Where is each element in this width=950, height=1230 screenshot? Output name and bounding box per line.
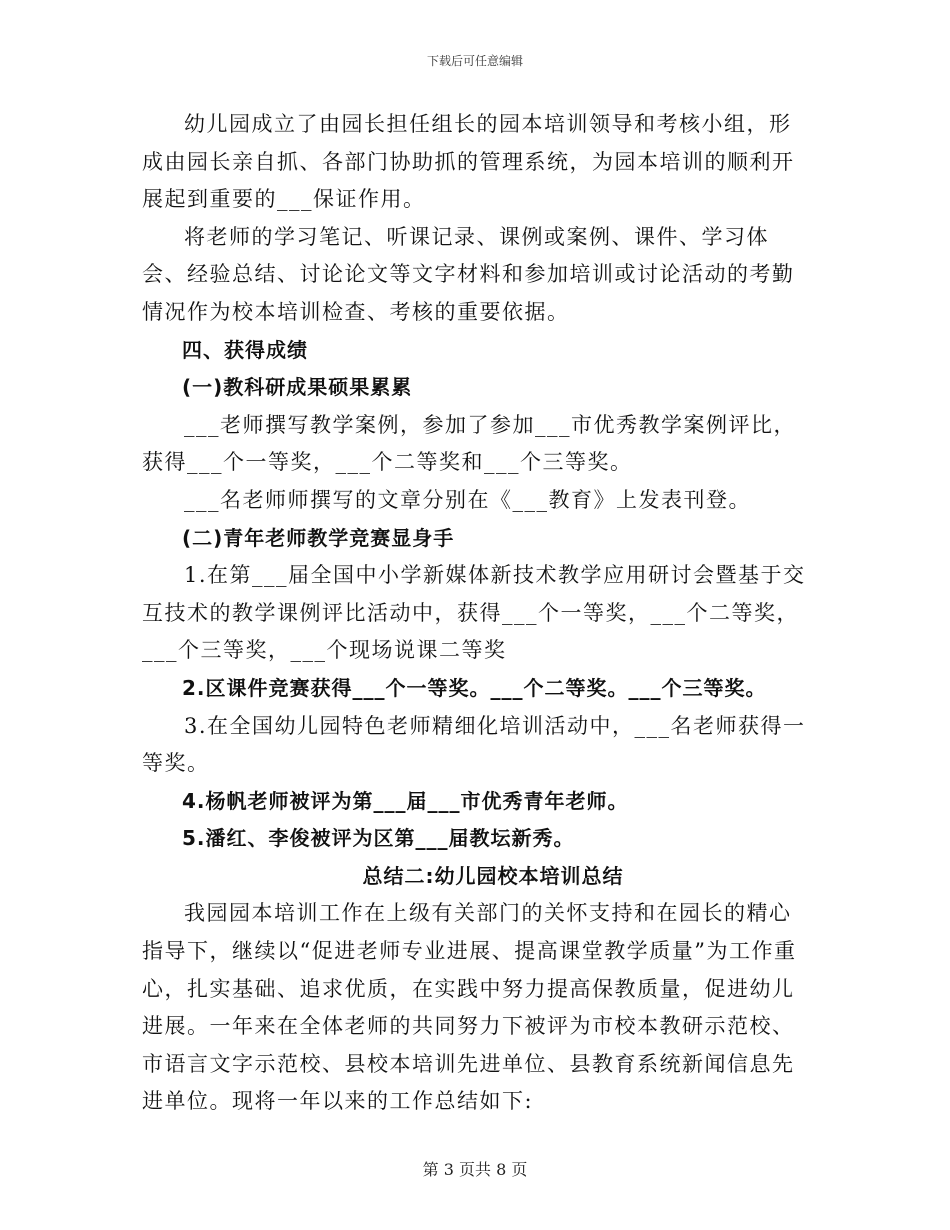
summary-two-title: 总结二:幼儿园校本培训总结: [362, 863, 624, 888]
paragraph-published-articles: ___名老师师撰写的文章分别在《___教育》上发表刊登。: [184, 487, 751, 512]
list-item-3: 3.在全国幼儿园特色老师精细化培训活动中，___名老师获得一等奖。: [142, 713, 806, 776]
subheading-young-teachers: (二)青年老师教学竞赛显身手: [182, 525, 455, 550]
page-number-footer: 第 3 页共 8 页: [422, 1160, 528, 1179]
list-item-5: 5.潘红、李俊被评为区第___届教坛新秀。: [182, 826, 575, 851]
document-body: [142, 106, 810, 1121]
subheading-research-results: (一)教科研成果硕果累累: [182, 375, 413, 400]
paragraph-assessment-basis: 将老师的学习笔记、听课记录、课例或案例、课件、学习体会、经验总结、讨论论文等文字材料和参加培训或讨论活动的考勤情况作为校本培训检查、考核的重要依据。: [142, 224, 795, 324]
header-note: 下载后可任意编辑: [426, 54, 523, 68]
list-item-1: 1.在第___届全国中小学新媒体新技术教学应用研讨会暨基于交互技术的教学课例评比活动中，获得___个一等奖，___个二等奖，___个三等奖，___个现场说课二等奖: [142, 563, 806, 663]
list-item-4: 4.杨帆老师被评为第___届___市优秀青年老师。: [182, 788, 629, 813]
paragraph-summary-intro: 我园园本培训工作在上级有关部门的关怀支持和在园长的精心指导下，继续以“促进老师专业进展、提高课堂教学质量”为工作重心，扎实基础、追求优质，在实践中努力提高保教质量，促进幼儿进展。一年来在全体老师的共同努力下被评为市校本教研示范校、市语言文字示范校、县校本培训先进单位、县教育系统新闻信息先进单位。现将一年以来的工作总结如下:: [142, 901, 797, 1114]
section-heading-achievements: 四、获得成绩: [182, 337, 308, 362]
list-item-2: 2.区课件竞赛获得___个一等奖。___个二等奖。___个三等奖。: [182, 675, 767, 700]
paragraph-leadership-group: 幼儿园成立了由园长担任组长的园本培训领导和考核小组，形成由园长亲自抓、各部门协助抓的管理系统，为园本培训的顺利开展起到重要的___保证作用。: [142, 112, 795, 212]
paragraph-case-awards: ___老师撰写教学案例，参加了参加___市优秀教学案例评比，获得___个一等奖，___个二等奖和___个三等奖。: [142, 412, 796, 475]
